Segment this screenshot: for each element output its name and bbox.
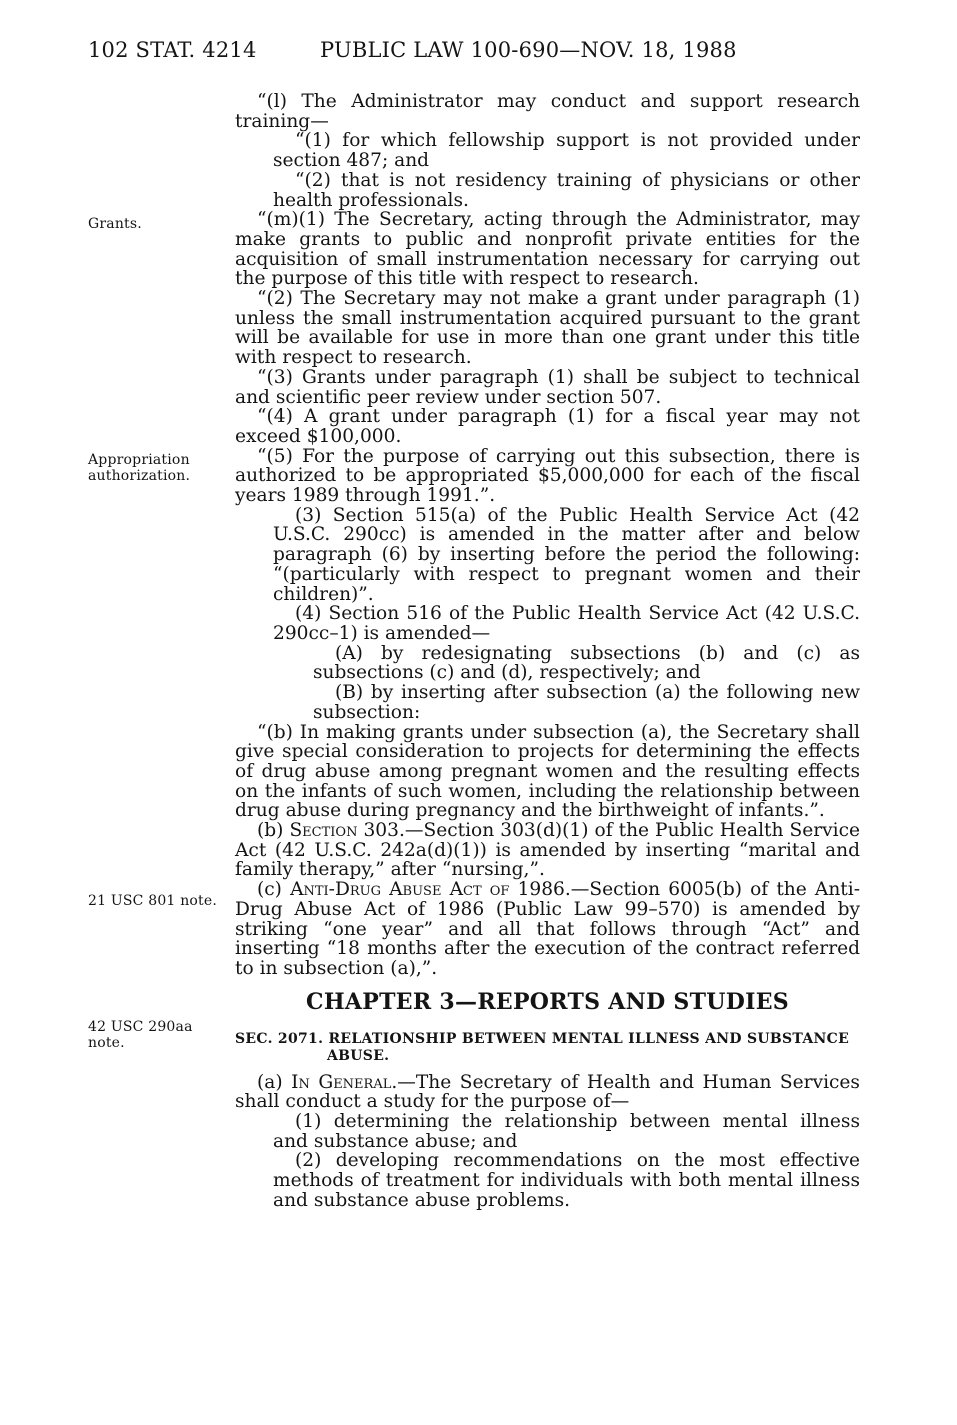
paragraph-b-quote: “(b) In making grants under subsection (a), the Secretary shall give special consideration to projects for determining the effects of drug abuse among pregnant women and the resulting effects on the infants of such women, including the relationship between drug abuse during pregnancy and the birthweight of infants.”.	[235, 721, 860, 822]
paragraph-c-text: 1986.—Section 6005(b) of the Anti-Drug Abuse Act of 1986 (Public Law 99–570) is amended by striking “one year” and all that follows through “Act” and inserting “18 months after the execution of the contract referred to in subsection (a),”.	[235, 879, 861, 979]
paragraph-4-b: (B) by inserting after subsection (a) the following new subsection:	[313, 682, 860, 723]
general-item-2: (2) developing recommendations on the most effective methods of treatment for individuals with both mental illness and substance abuse problems.	[273, 1150, 860, 1211]
paragraph-m-2: “(2) The Secretary may not make a grant under paragraph (1) unless the small instrumentation acquired pursuant to the grant will be available for use in more than one grant under this title with respect to research.	[235, 288, 860, 369]
section-heading-line1: SEC. 2071. RELATIONSHIP BETWEEN MENTAL ILLNESS AND SUBSTANCE	[235, 1030, 850, 1047]
paragraph-4: (4) Section 516 of the Public Health Service Act (42 U.S.C. 290cc–1) is amended—	[273, 603, 860, 644]
paragraph-l-1: “(1) for which fellowship support is not provided under section 487; and	[273, 130, 860, 172]
general-item-1: (1) determining the relationship between mental illness and substance abuse; and	[273, 1111, 860, 1152]
margin-note-42usc290aa: 42 USC 290aa note.	[88, 1019, 193, 1051]
general-lead: (a)	[257, 1071, 292, 1093]
paragraph-b-text: .—Section 303(d)(1) of the Public Health Service Act (42 U.S.C. 242a(d)(1)) is amended by inserting “marital and family therapy,” after “nursing,”.	[235, 820, 860, 881]
paragraph-in-general	[235, 1073, 860, 1112]
section-heading	[235, 1031, 860, 1065]
general-heading: In General	[291, 1071, 392, 1093]
stat-citation: 102 STAT. 4214	[88, 38, 257, 62]
section-heading-line2: ABUSE.	[327, 1047, 390, 1064]
paragraph-m-4: “(4) A grant under paragraph (1) for a fiscal year may not exceed $100,000.	[235, 406, 860, 447]
chapter-heading: CHAPTER 3—REPORTS AND STUDIES	[306, 988, 789, 1015]
paragraph-4-a: (A) by redesignating subsections (b) and (c) as subsections (c) and (d), respectively; and	[313, 642, 860, 684]
paragraph-b-heading: Section 303	[289, 820, 399, 842]
paragraph-c-lead: (c)	[257, 879, 291, 901]
paragraph-b-lead: (b)	[257, 820, 290, 842]
paragraph-m-5: “(5) For the purpose of carrying out this subsection, there is authorized to be appropriated $5,000,000 for each of the fiscal years 1989 through 1991.”.	[235, 445, 860, 507]
margin-note-grants: Grants.	[88, 216, 142, 232]
paragraph-m-3: “(3) Grants under paragraph (1) shall be subject to technical and scientific peer review under section 507.	[235, 366, 860, 408]
paragraph-m-1: “(m)(1) The Secretary, acting through the Administrator, may make grants to public and nonprofit private entities for the acquisition of small instrumentation necessary for carrying out the purpose of this title with respect to research.	[235, 209, 860, 290]
paragraph-anti-drug-abuse	[235, 880, 860, 979]
paragraph-3: (3) Section 515(a) of the Public Health Service Act (42 U.S.C. 290cc) is amended in the matter after and below paragraph (6) by inserting before the period the following: “(particularly with respect to pregnant women and their children)”.	[273, 504, 860, 605]
margin-note-appropriation: Appropriation authorization.	[88, 452, 191, 484]
margin-note-21usc801: 21 USC 801 note.	[88, 893, 217, 909]
general-text: .—The Secretary of Health and Human Services shall conduct a study for the purpose of—	[235, 1071, 860, 1113]
public-law-title: PUBLIC LAW 100-690—NOV. 18, 1988	[320, 38, 737, 62]
document-body	[235, 92, 860, 1211]
paragraph-l-2: “(2) that is not residency training of physicians or other health professionals.	[273, 169, 860, 211]
paragraph-c-heading: Anti-Drug Abuse Act of	[290, 879, 510, 901]
paragraph-l: “(l) The Administrator may conduct and support research training—	[235, 91, 860, 132]
paragraph-section-303	[235, 821, 860, 880]
